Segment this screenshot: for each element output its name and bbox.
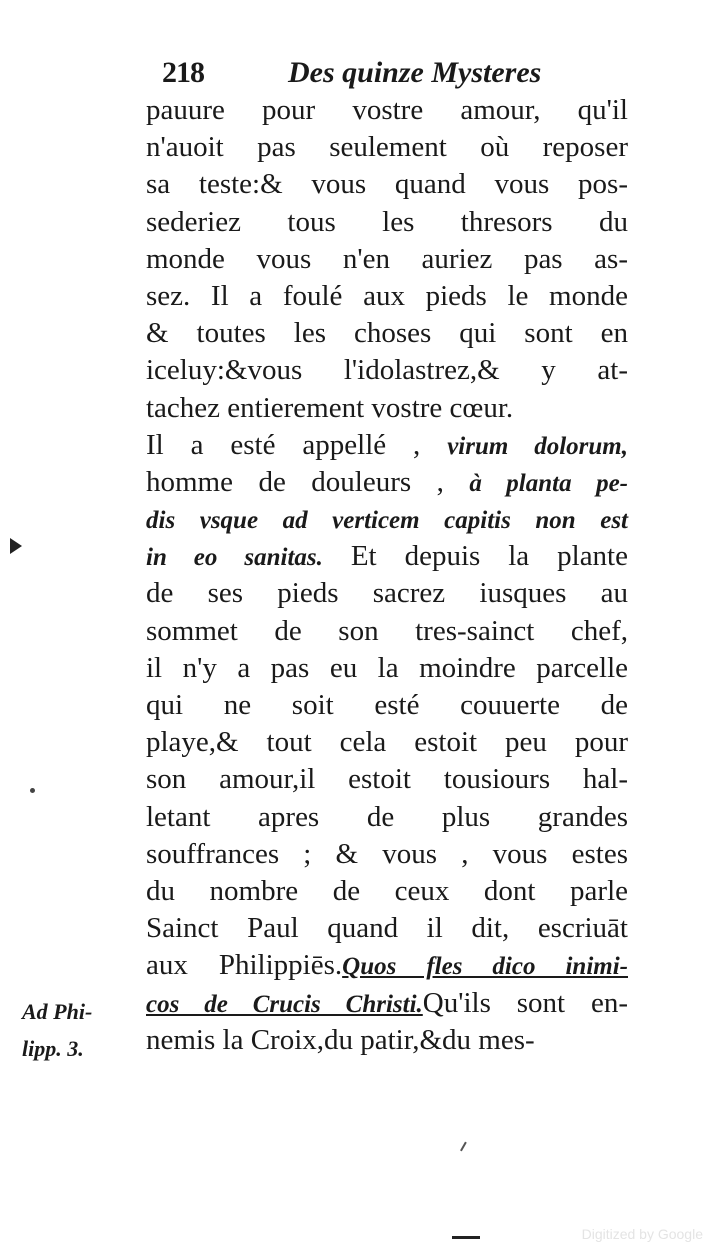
body-text (146, 92, 628, 1059)
text-line: & toutes les choses qui sont en (146, 317, 628, 350)
text-line: tachez entierement vostre cœur. (146, 391, 514, 424)
pointer-mark-icon (10, 538, 22, 554)
text-segment: aux Philippiēs. (146, 949, 343, 982)
text-line: son amour,il estoit tousiours hal- (146, 763, 628, 796)
latin-quote: dis vsque ad verticem capitis non est (146, 507, 628, 535)
latin-quote: in eo sanitas. (146, 544, 323, 572)
text-line: Sainct Paul quand il dit, escriuāt (146, 912, 628, 945)
text-line: sa teste:& vous quand vous pos- (146, 168, 628, 201)
latin-quote: cos de Crucis Christi. (146, 990, 423, 1018)
bottom-mark (452, 1236, 480, 1239)
text-line: playe,& tout cela estoit peu pour (146, 726, 628, 759)
margin-note-line: lipp. 3. (22, 1036, 84, 1061)
watermark: Digitized by Google (581, 1226, 703, 1242)
page-number: 218 (162, 56, 204, 89)
text-line-latin (146, 501, 628, 538)
page-header (162, 50, 632, 96)
text-line: monde vous n'en auriez pas as- (146, 242, 628, 275)
text-line-mixed (146, 538, 628, 575)
text-line: iceluy:&vous l'idolastrez,& y at- (146, 354, 628, 387)
text-line: n'auoit pas seulement où reposer (146, 131, 628, 164)
text-line-mixed (146, 985, 628, 1022)
text-line-mixed (146, 427, 628, 464)
text-segment: Et depuis la plante (322, 540, 628, 573)
latin-quote: virum dolorum, (447, 432, 628, 460)
text-line: letant apres de plus grandes (146, 800, 628, 833)
text-line: pauure pour vostre amour, qu'il (146, 94, 628, 126)
text-line: nemis la Croix,du patir,&du mes- (146, 1023, 535, 1056)
text-line: il n'y a pas eu la moindre parcelle (146, 651, 628, 684)
text-line: de ses pieds sacrez iusques au (146, 577, 628, 610)
text-segment: Il a esté appellé , (146, 428, 448, 461)
text-segment: homme de douleurs , (146, 465, 470, 498)
ink-speck (460, 1142, 472, 1155)
latin-quote: Quos fles dico inimi- (342, 953, 628, 981)
text-line-mixed (146, 464, 628, 501)
text-line-mixed (146, 947, 628, 984)
text-segment: Qu'ils sont en- (422, 986, 628, 1019)
text-line: qui ne soit esté couuerte de (146, 689, 628, 721)
margin-note (22, 993, 132, 1067)
ink-dot (30, 788, 35, 793)
running-title: Des quinze Mysteres (288, 56, 542, 89)
text-line: sederiez tous les thresors du (146, 205, 628, 238)
text-line: souffrances ; & vous , vous estes (146, 837, 628, 870)
text-line: sommet de son tres-sainct chef, (146, 614, 628, 647)
text-line: sez. Il a foulé aux pieds le monde (146, 279, 628, 312)
text-line: du nombre de ceux dont parle (146, 874, 628, 907)
margin-note-line: Ad Phi- (22, 999, 93, 1024)
latin-quote: à planta pe- (469, 469, 628, 497)
